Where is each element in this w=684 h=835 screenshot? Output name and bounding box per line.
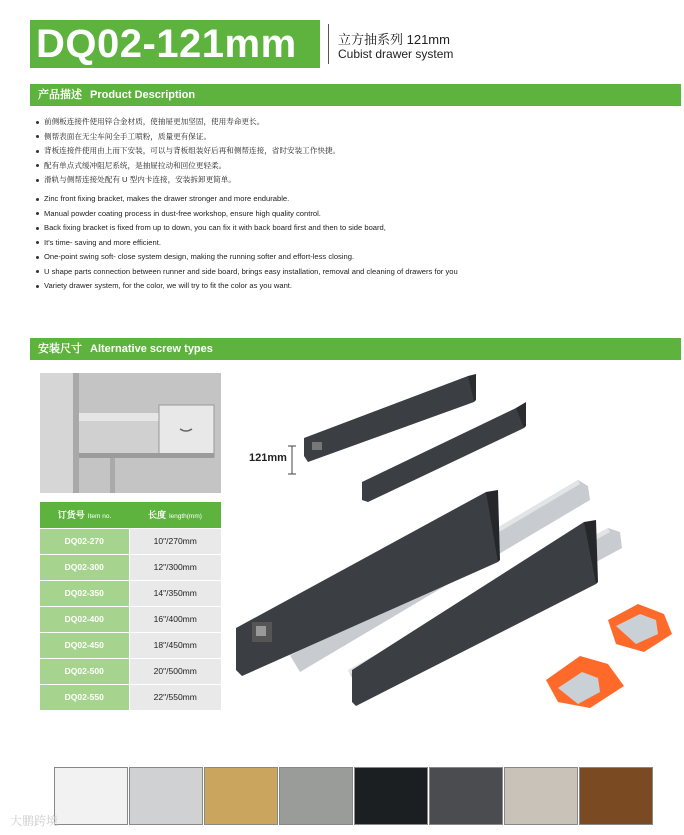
table-row [40,528,221,554]
color-swatches [54,767,653,825]
item-cell: DQ02-270 [40,528,129,554]
bullet-icon [36,285,39,288]
list-item: It's time- saving and more efficient. [36,236,458,251]
install-dimension-cn: 安装尺寸 [38,343,82,355]
install-dimension-bar [30,338,681,360]
bullet-icon [36,256,39,259]
bullet-icon [36,135,39,138]
table-row [40,684,221,710]
bullet-icon [36,212,39,215]
length-cell: 16"/400mm [129,606,221,632]
list-item: 滑轨与侧帮连接处配有 U 型内卡连接，安装拆卸更简单。 [36,173,340,188]
list-item: 背板连接件使用由上而下安装，可以与背板组装好后再和侧帮连接，省时安装工作快捷。 [36,144,340,159]
spec-table [40,502,221,710]
description-cn-list [36,115,340,188]
list-item: Back fixing bracket is fixed from up to down, you can fix it with back board first and then to side board, [36,221,458,236]
item-cell: DQ02-450 [40,632,129,658]
length-cell: 18"/450mm [129,632,221,658]
list-item: 前侧板连接件使用锌合金材质，使抽屉更加坚固，使用寿命更长。 [36,115,340,130]
bullet-icon [36,227,39,230]
drawer-system-illustration [228,370,678,715]
length-column-header: 长度 length(mm) [129,502,221,528]
length-cell: 20"/500mm [129,658,221,684]
cabinet-illustration [40,373,221,493]
bullet-icon [36,179,39,182]
length-cell: 14"/350mm [129,580,221,606]
length-cell: 22"/550mm [129,684,221,710]
list-item: U shape parts connection between runner and side board, brings easy installation, removal and cleaning of drawers for you [36,265,458,280]
table-row [40,580,221,606]
item-cell: DQ02-350 [40,580,129,606]
color-swatch [129,767,203,825]
list-item: Variety drawer system, for the color, we will try to fit the color as you want. [36,279,458,294]
color-swatch [354,767,428,825]
item-cell: DQ02-300 [40,554,129,580]
table-row [40,658,221,684]
bullet-icon [36,121,39,124]
table-row [40,554,221,580]
color-swatch [54,767,128,825]
product-description-en: Product Description [90,89,196,101]
bullet-icon [36,150,39,153]
bullet-icon [36,164,39,167]
bullet-icon [36,241,39,244]
product-description-cn: 产品描述 [38,89,82,101]
model-title: DQ02-121mm [30,20,320,68]
bullet-icon [36,198,39,201]
length-cell: 12"/300mm [129,554,221,580]
table-row [40,632,221,658]
item-cell: DQ02-500 [40,658,129,684]
list-item: 配有单点式缓冲阻尼系统，是抽屉拉动和回位更轻柔。 [36,159,340,174]
install-dimension-en: Alternative screw types [90,343,213,355]
item-column-header: 订货号 Item no. [40,502,129,528]
color-swatch [579,767,653,825]
list-item: One-point swing soft- close system design, making the running softer and effort-less closing. [36,250,458,265]
list-item: Manual powder coating process in dust-free workshop, ensure high quality control. [36,207,458,222]
item-cell: DQ02-400 [40,606,129,632]
description-en-list [36,192,458,294]
color-swatch [204,767,278,825]
series-title-cn: 立方抽系列 121mm [338,32,450,47]
watermark: 大鹏跨境 [10,814,59,828]
list-item: Zinc front fixing bracket, makes the drawer stronger and more endurable. [36,192,458,207]
title-divider [328,24,329,64]
bullet-icon [36,270,39,273]
color-swatch [504,767,578,825]
series-title-en: Cubist drawer system [338,47,454,61]
item-cell: DQ02-550 [40,684,129,710]
height-dimension-label: 121mm [249,452,287,464]
list-item: 侧帮表面在无尘车间全手工喷粉，质量更有保证。 [36,130,340,145]
product-description-bar [30,84,681,106]
color-swatch [429,767,503,825]
cabinet-installation-photo [40,373,221,493]
table-row [40,606,221,632]
color-swatch [279,767,353,825]
table-header-row [40,502,221,528]
front-fixing-clips [546,604,672,708]
dimension-marker [288,446,296,474]
length-cell: 10"/270mm [129,528,221,554]
